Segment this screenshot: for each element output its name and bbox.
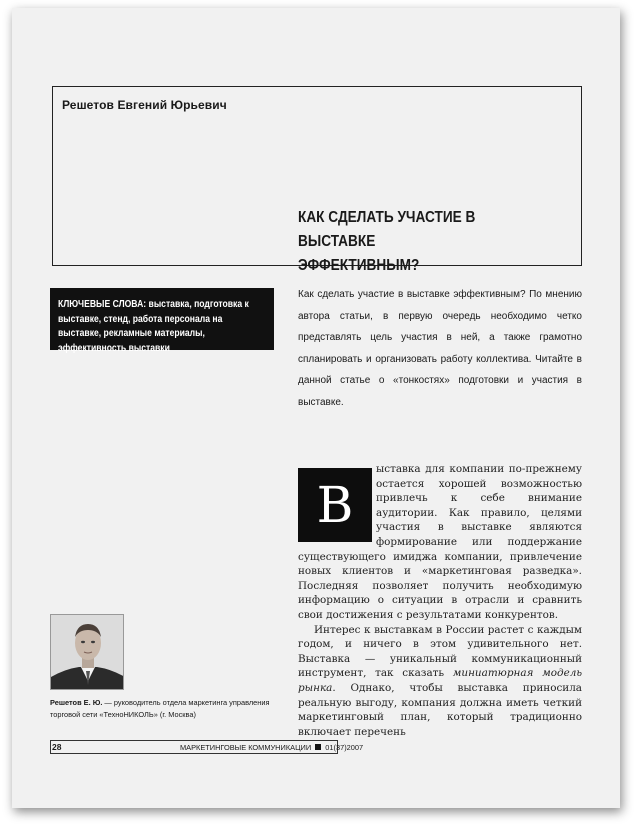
author-bio bbox=[50, 697, 286, 721]
author-name: Решетов Евгений Юрьевич bbox=[62, 98, 227, 112]
square-bullet-icon bbox=[315, 744, 321, 750]
body-paragraph-2 bbox=[298, 623, 582, 740]
keywords-text: КЛЮЧЕВЫЕ СЛОВА: выставка, подготовка к выставке, стенд, работа персонала на выставке, рекламные материалы, эффективность выставки bbox=[58, 299, 249, 354]
paragraph-2-text-b: . Однако, чтобы выставка приносила реальную выгоду, компания должна иметь четкий маркетинговый план, который традиционно включает перечень bbox=[298, 681, 582, 738]
body-paragraph-1 bbox=[298, 462, 582, 623]
article-title bbox=[298, 206, 544, 278]
bio-text: — руководитель отдела маркетинга управления торговой сети «ТехноНИКОЛЬ» (г. Москва) bbox=[50, 698, 270, 719]
paragraph-1-text: ыставка для компании по-прежнему остается хорошей возможностью привлечь к себе внимание аудитории. Как правило, целями участия в выставке являются формирование или поддержание существующего имиджа компании, привлечение новых клиентов и «маркетинговая разведка». Последняя позволяет получить необходимую информацию о ситуации в отрасли и сравнить свои достижения с результатами конкурентов. bbox=[298, 463, 582, 621]
article-body bbox=[298, 462, 582, 739]
author-photo bbox=[50, 614, 124, 690]
bio-name: Решетов Е. Ю. bbox=[50, 698, 103, 707]
abstract bbox=[298, 284, 582, 413]
journal-footer bbox=[180, 743, 363, 752]
journal-name: МАРКЕТИНГОВЫЕ КОММУНИКАЦИИ bbox=[180, 743, 312, 752]
paragraph-2-text-a: Интерес к выставкам в России растет с каждым годом, и ничего в этом удивительного нет. Выставка — уникальный коммуникационный инструмент, так сказать bbox=[298, 623, 582, 680]
author-portrait-image bbox=[51, 615, 124, 690]
page-number: 28 bbox=[52, 742, 62, 752]
abstract-text: Как сделать участие в выставке эффективным? По мнению автора статьи, в первую очередь необходимо четко представлять цель участия в ней, а также грамотно спланировать и организовать работу коллектива. Читайте в данной статье о «тонкостях» подготовки и участия в выставке. bbox=[298, 289, 582, 408]
title-line-1: КАК СДЕЛАТЬ УЧАСТИЕ В ВЫСТАВКЕ bbox=[298, 209, 476, 250]
paragraph-2-italic: миниатюрная модель рынка bbox=[298, 667, 582, 694]
journal-issue: 01(37)2007 bbox=[325, 743, 364, 752]
keywords-box bbox=[50, 288, 274, 354]
drop-cap: В bbox=[298, 468, 372, 542]
drop-cap-space bbox=[298, 462, 376, 547]
title-line-2: ЭФФЕКТИВНЫМ? bbox=[298, 257, 420, 274]
